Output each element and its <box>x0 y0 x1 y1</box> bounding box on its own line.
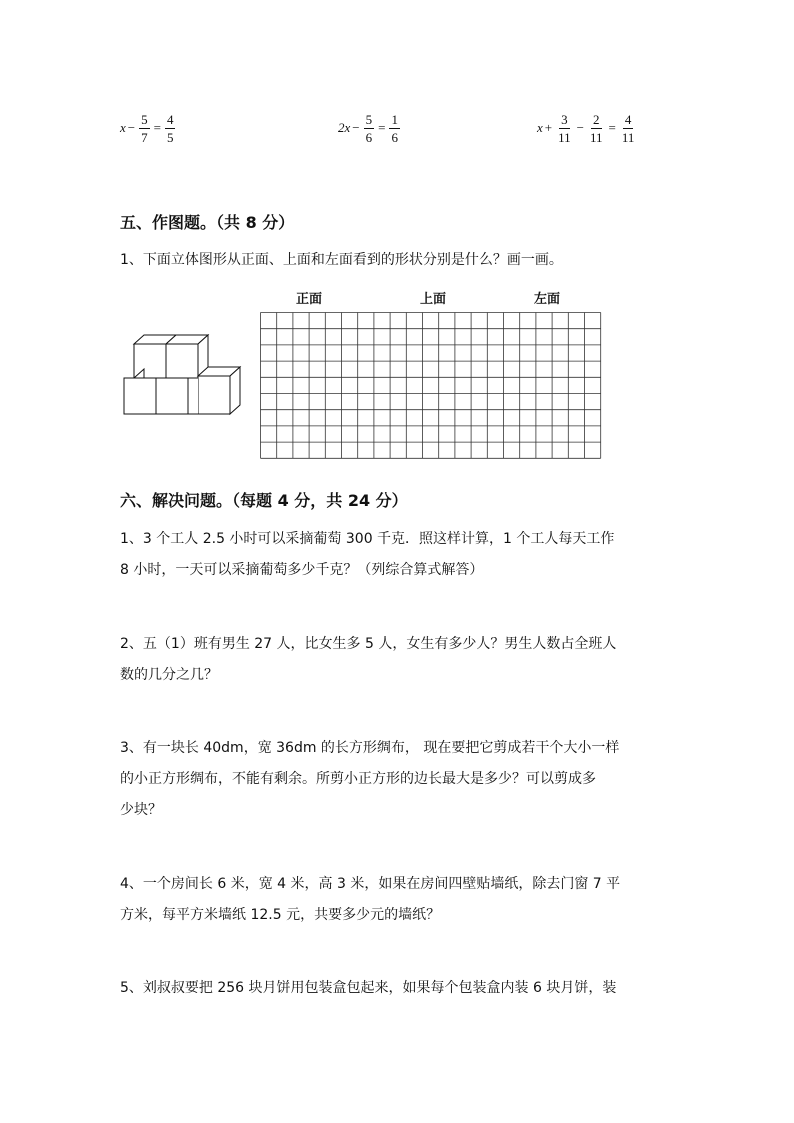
problem-3-line-3: 少块？ <box>120 802 162 818</box>
denominator: 11 <box>590 129 603 145</box>
fraction <box>364 113 375 144</box>
variable: x <box>537 120 543 135</box>
equation-1 <box>120 106 177 150</box>
operator: − <box>576 120 584 135</box>
fraction <box>620 113 637 144</box>
equals-sign: = <box>153 120 161 135</box>
equation-3 <box>537 106 638 150</box>
denominator: 6 <box>365 129 373 145</box>
fraction <box>588 113 605 144</box>
problem-4-line-1: 4、一个房间长 6 米，宽 4 米，高 3 米，如果在房间四壁贴墙纸，除去门窗 7 平 <box>120 876 621 892</box>
fraction <box>389 113 400 144</box>
problem-2-line-1: 2、五（1）班有男生 27 人，比女生多 5 人，女生有多少人？男生人数占全班人 <box>120 636 617 652</box>
denominator: 6 <box>391 129 398 145</box>
problem-4-line-2: 方米，每平方米墙纸 12.5 元，共要多少元的墙纸？ <box>120 907 441 923</box>
problem-3-line-1: 3、有一块长 40dm，宽 36dm 的长方形绸布， 现在要把它剪成若干个大小一样 <box>120 740 620 756</box>
numerator: 2 <box>593 111 600 127</box>
variable: 2x <box>338 120 351 135</box>
numerator: 5 <box>141 111 148 127</box>
denominator: 7 <box>141 129 148 145</box>
equals-sign: = <box>378 120 386 135</box>
view-label-left: 左面 <box>534 292 561 307</box>
cube-figure <box>118 334 248 424</box>
variable: x <box>120 120 126 135</box>
fraction <box>165 113 176 144</box>
denominator: 5 <box>166 129 174 145</box>
numerator: 4 <box>624 111 632 127</box>
problem-1-line-2: 8 小时，一天可以采摘葡萄多少千克？（列综合算式解答） <box>120 562 484 578</box>
problem-5-line-1: 5、刘叔叔要把 256 块月饼用包装盒包起来，如果每个包装盒内装 6 块月饼，装 <box>120 980 617 996</box>
numerator: 3 <box>561 111 568 127</box>
equation-2 <box>338 106 402 150</box>
denominator: 11 <box>558 129 571 145</box>
view-label-top: 上面 <box>420 292 447 307</box>
operator: − <box>127 120 136 135</box>
drawing-grid[interactable] <box>260 312 602 460</box>
numerator: 4 <box>166 111 174 127</box>
problem-2-line-2: 数的几分之几？ <box>120 667 218 683</box>
numerator: 1 <box>391 111 398 127</box>
problem-1-line-1: 1、3 个工人 2.5 小时可以采摘葡萄 300 千克．照这样计算，1 个工人每天工作 <box>120 531 615 547</box>
fraction <box>139 113 150 144</box>
section-5-heading: 五、作图题。（共 8 分） <box>120 213 295 232</box>
problem-3-line-2: 的小正方形绸布，不能有剩余。所剪小正方形的边长最大是多少？可以剪成多 <box>120 771 596 787</box>
section-6-heading: 六、解决问题。（每题 4 分，共 24 分） <box>120 491 408 510</box>
denominator: 11 <box>621 129 635 145</box>
operator: + <box>544 120 553 135</box>
section-5-question-1: 1、下面立体图形从正面、上面和左面看到的形状分别是什么？画一画。 <box>120 252 563 268</box>
operator: − <box>352 120 360 135</box>
equals-sign: = <box>608 120 616 135</box>
numerator: 5 <box>365 111 373 127</box>
view-label-front: 正面 <box>296 292 323 307</box>
fraction <box>556 113 573 144</box>
